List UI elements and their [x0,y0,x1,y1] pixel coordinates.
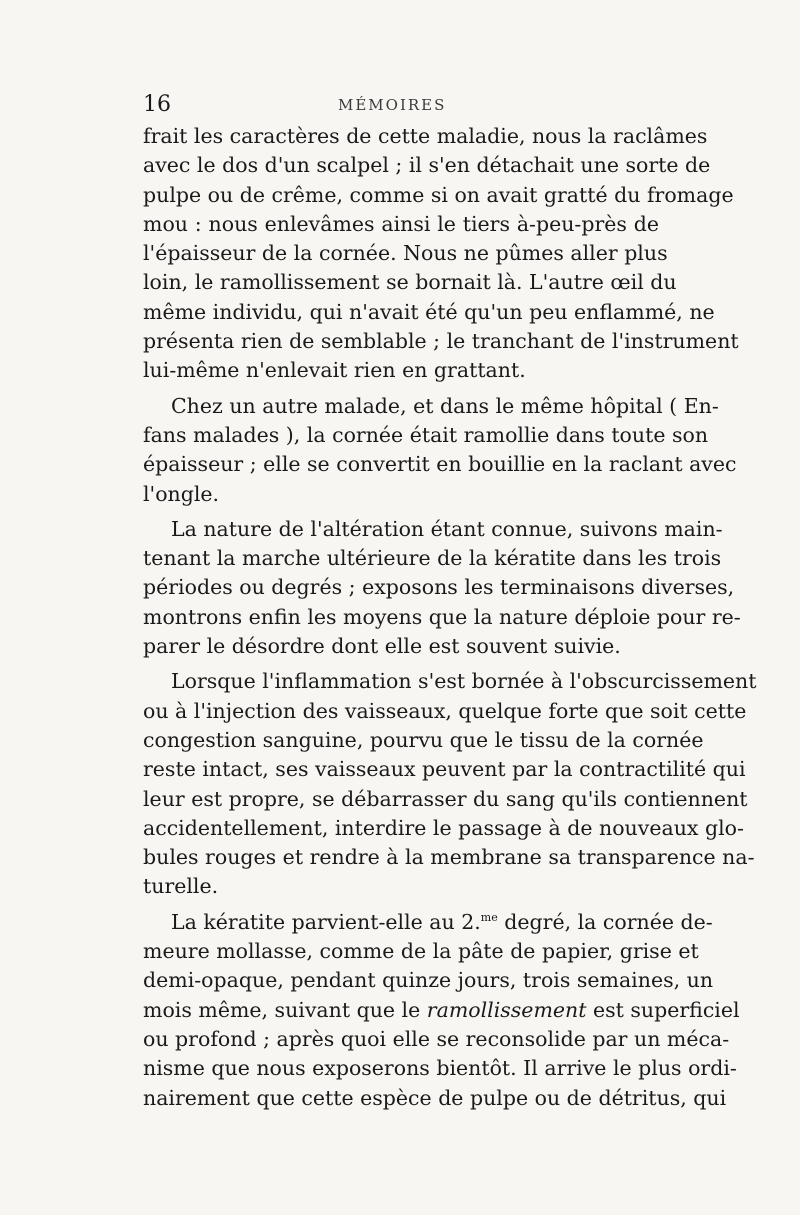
text-segment: degré, la cornée de- [497,909,713,934]
text-line: reste intact, ses vaisseaux peuvent par la contractilité qui [143,757,746,782]
text-line: l'épaisseur de la cornée. Nous ne pûmes aller plus [143,241,668,266]
text-line: parer le désordre dont elle est souvent suivie. [143,634,621,659]
text-line: Chez un autre malade, et dans le même hôpital ( En- [171,393,719,418]
text-line: tenant la marche ultérieure de la kératite dans les trois [143,546,722,571]
text-line: leur est propre, se débarrasser du sang qu'ils contiennent [143,786,748,811]
paragraph-4 [143,667,757,901]
text-line: fans malades ), la cornée était ramollie dans toute son [143,422,709,447]
text-line: ou à l'injection des vaisseaux, quelque forte que soit cette [143,698,747,723]
superscript: me [480,910,498,924]
text-line [143,996,740,1025]
paragraph-2 [143,392,737,509]
text-line: pulpe ou de crême, comme si on avait gratté du fromage [143,182,734,207]
text-line: Lorsque l'inflammation s'est bornée à l'obscurcissement [171,669,757,694]
text-line: l'ongle. [143,481,220,506]
text-line: accidentellement, interdire le passage à de nouveaux glo- [143,815,744,840]
text-line: nisme que nous exposerons bientôt. Il arrive le plus ordi- [143,1056,737,1081]
italic-term: ramollissement [426,997,587,1022]
text-line: congestion sanguine, pourvu que le tissu de la cornée [143,727,704,752]
text-line: avec le dos d'un scalpel ; il s'en détachait une sorte de [143,153,711,178]
running-head: MÉMOIRES [338,96,447,114]
text-line: montrons enfin les moyens que la nature déploie pour re- [143,604,741,629]
text-line: nairement que cette espèce de pulpe ou de détritus, qui [143,1085,727,1110]
text-line: turelle. [143,874,219,899]
text-line: mou : nous enlevâmes ainsi le tiers à-peu-près de [143,211,659,236]
text-segment: La kératite parvient-elle au 2. [171,909,481,934]
text-segment: mois même, suivant que le [143,997,421,1022]
text-line: ou profond ; après quoi elle se reconsolide par un méca- [143,1026,730,1051]
text-line [143,908,713,937]
page-number: 16 [143,92,171,117]
text-line: frait les caractères de cette maladie, nous la raclâmes [143,124,708,148]
paragraph-1 [143,122,739,386]
text-line: périodes ou degrés ; exposons les terminaisons diverses, [143,575,735,600]
text-line: loin, le ramollissement se bornait là. L'autre œil du [143,270,677,295]
text-segment: est superficiel [586,997,740,1022]
text-line: lui-même n'enlevait rien en grattant. [143,358,526,383]
paragraph-5 [143,908,740,1113]
text-line: meure mollasse, comme de la pâte de papier, grise et [143,939,699,964]
text-line: épaisseur ; elle se convertit en bouillie en la raclant avec [143,452,737,477]
page-header [143,92,663,124]
text-line: La nature de l'altération étant connue, suivons main- [171,516,723,541]
paragraph-3 [143,515,741,661]
text-line: même individu, qui n'avait été qu'un peu enflammé, ne [143,299,715,324]
text-line: bules rouges et rendre à la membrane sa transparence na- [143,845,755,870]
body-text [143,122,757,1113]
text-line: demi-opaque, pendant quinze jours, trois semaines, un [143,968,714,993]
text-line: présenta rien de semblable ; le tranchant de l'instrument [143,329,739,354]
